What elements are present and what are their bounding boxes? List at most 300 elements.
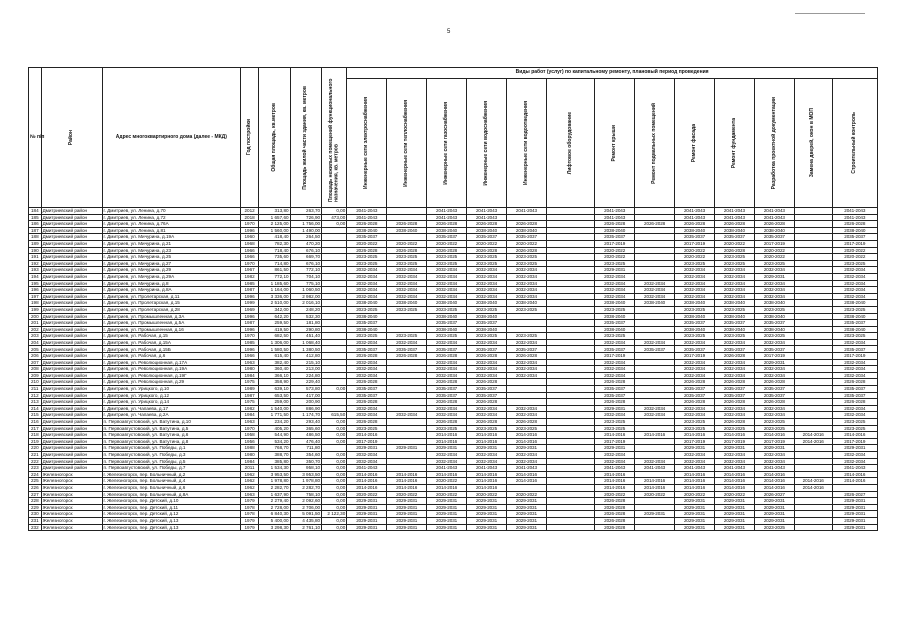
period-cell: 2032-2034	[675, 267, 715, 274]
period-cell: 2041-2043	[714, 465, 754, 472]
address-cell: г. Дмитриев, ул. Революционная, д.19А	[102, 366, 241, 373]
period-cell	[635, 234, 675, 241]
district-cell: Дмитриевский район	[41, 438, 102, 445]
period-cell	[387, 372, 427, 379]
area-cell: 213,00	[290, 366, 322, 373]
year-cell: 1996	[241, 293, 259, 300]
table-row	[29, 300, 878, 307]
address-cell: г. Дмитриев, ул. Чапаева, д.2А	[102, 412, 241, 419]
address-cell: п. Первоавгустовский, ул. Победы, д.1	[102, 445, 241, 452]
period-cell: 2032-2034	[506, 405, 546, 412]
period-cell: 2017-2019	[675, 353, 715, 360]
period-cell: 2020-2022	[506, 491, 546, 498]
period-cell	[546, 504, 594, 511]
period-cell	[387, 320, 427, 327]
period-cell: 2023-2025	[714, 254, 754, 261]
period-cell: 2032-2034	[832, 293, 877, 300]
district-cell: Дмитриевский район	[41, 405, 102, 412]
period-cell	[635, 498, 675, 505]
year-cell: 1975	[241, 379, 259, 386]
district-cell: Железногорск	[41, 511, 102, 518]
period-cell: 2032-2034	[427, 287, 467, 294]
area-cell	[322, 359, 347, 366]
period-cell: 2038-2040	[467, 326, 507, 333]
period-cell: 2032-2034	[675, 366, 715, 373]
area-cell: 772,10	[290, 267, 322, 274]
period-cell: 2035-2037	[675, 320, 715, 327]
table-row	[29, 412, 878, 419]
period-cell: 2029-2031	[387, 511, 427, 518]
period-cell: 2032-2034	[427, 412, 467, 419]
period-cell: 2032-2034	[754, 366, 794, 373]
period-cell: 2041-2043	[427, 465, 467, 472]
period-cell: 2029-2031	[387, 498, 427, 505]
period-cell: 2020-2022	[427, 491, 467, 498]
col-header-work-2: Инженерные сети теплоснабжения	[387, 79, 427, 208]
period-cell	[794, 458, 832, 465]
address-cell: г. Дмитриев, ул. Мичурина, д.25	[102, 254, 241, 261]
area-cell: 1 068,40	[290, 339, 322, 346]
period-cell: 2032-2034	[714, 451, 754, 458]
period-cell: 2014-2016	[675, 471, 715, 478]
period-cell: 2038-2040	[832, 300, 877, 307]
area-cell: 4 435,80	[290, 517, 322, 524]
period-cell: 2026-2028	[595, 524, 635, 531]
address-cell: г. Дмитриев, ул. Революционная, д.29	[102, 379, 241, 386]
period-cell: 2035-2037	[714, 234, 754, 241]
period-cell: 2041-2043	[754, 214, 794, 221]
period-cell: 2020-2022	[506, 240, 546, 247]
period-cell: 2014-2016	[754, 471, 794, 478]
year-cell: 1963	[241, 359, 259, 366]
area-cell	[322, 247, 347, 254]
period-cell	[506, 386, 546, 393]
period-cell: 2032-2034	[635, 405, 675, 412]
period-cell: 2026-2028	[427, 399, 467, 406]
period-cell: 2032-2034	[714, 339, 754, 346]
row-number-cell: 232	[29, 524, 42, 531]
period-cell: 2038-2040	[832, 326, 877, 333]
table-row	[29, 517, 878, 524]
period-cell: 2032-2034	[347, 280, 387, 287]
district-cell: Дмитриевский район	[41, 346, 102, 353]
period-cell: 2032-2034	[635, 458, 675, 465]
area-cell: 0,00	[322, 438, 347, 445]
year-cell: 1975	[241, 399, 259, 406]
area-cell: 2 282,70	[290, 484, 322, 491]
period-cell: 2032-2034	[832, 273, 877, 280]
period-cell: 2032-2034	[714, 405, 754, 412]
district-cell: Дмитриевский район	[41, 379, 102, 386]
period-cell: 2041-2043	[675, 208, 715, 215]
period-cell: 2032-2034	[675, 280, 715, 287]
period-cell	[635, 313, 675, 320]
period-cell	[546, 438, 594, 445]
area-cell: 1 306,00	[259, 339, 291, 346]
table-row	[29, 392, 878, 399]
table-row	[29, 306, 878, 313]
area-cell: 5 091,50	[290, 511, 322, 518]
period-cell	[387, 419, 427, 426]
area-cell	[322, 267, 347, 274]
table-row	[29, 425, 878, 432]
period-cell: 2032-2034	[387, 293, 427, 300]
period-cell: 2035-2037	[595, 234, 635, 241]
period-cell	[635, 392, 675, 399]
period-cell: 2029-2031	[635, 511, 675, 518]
area-cell	[322, 339, 347, 346]
period-cell: 2020-2022	[467, 491, 507, 498]
area-cell: 639,10	[259, 386, 291, 393]
period-cell: 2029-2031	[347, 504, 387, 511]
period-cell: 2029-2031	[506, 445, 546, 452]
period-cell: 2017-2019	[595, 353, 635, 360]
address-cell: г. Дмитриев, ул. Ленина, д.76А	[102, 221, 241, 228]
row-number-cell: 191	[29, 254, 42, 261]
period-cell: 2032-2034	[675, 293, 715, 300]
address-cell: г. Дмитриев, ул. Рабочая, д.15А	[102, 339, 241, 346]
header-row-1	[29, 68, 878, 79]
row-number-cell: 200	[29, 313, 42, 320]
period-cell: 2014-2016	[714, 478, 754, 485]
period-cell: 2023-2025	[427, 425, 467, 432]
period-cell: 2032-2034	[427, 366, 467, 373]
year-cell: 2011	[241, 465, 259, 472]
period-cell: 2032-2034	[832, 458, 877, 465]
area-cell: 532,30	[290, 313, 322, 320]
period-cell: 2023-2025	[467, 260, 507, 267]
period-cell: 2035-2037	[427, 386, 467, 393]
district-cell: Дмитриевский район	[41, 260, 102, 267]
period-cell: 2032-2034	[506, 412, 546, 419]
period-cell: 2029-2031	[467, 511, 507, 518]
district-cell: Железногорск	[41, 484, 102, 491]
period-cell: 2029-2031	[714, 524, 754, 531]
area-cell: 342,00	[259, 306, 291, 313]
period-cell: 2032-2034	[832, 372, 877, 379]
area-cell	[322, 293, 347, 300]
period-cell: 2014-2016	[595, 478, 635, 485]
area-cell	[322, 280, 347, 287]
row-number-cell: 205	[29, 346, 42, 353]
period-cell: 2023-2025	[506, 260, 546, 267]
address-cell: п. Первоавгустовский, ул. Победы, д.5	[102, 458, 241, 465]
period-cell: 2020-2022	[754, 247, 794, 254]
period-cell: 2032-2034	[675, 458, 715, 465]
row-number-cell: 206	[29, 353, 42, 360]
period-cell: 2029-2031	[675, 524, 715, 531]
table-row	[29, 458, 878, 465]
table-row	[29, 445, 878, 452]
area-cell	[322, 234, 347, 241]
period-cell: 2038-2040	[754, 227, 794, 234]
year-cell: 1963	[241, 419, 259, 426]
period-cell: 2032-2034	[467, 405, 507, 412]
area-cell: 0,00	[322, 478, 347, 485]
period-cell: 2038-2040	[427, 300, 467, 307]
period-cell	[546, 240, 594, 247]
district-cell: Дмитриевский район	[41, 359, 102, 366]
period-cell: 2032-2034	[347, 451, 387, 458]
period-cell	[387, 359, 427, 366]
period-cell: 2026-2027	[832, 491, 877, 498]
period-cell: 2041-2043	[506, 465, 546, 472]
period-cell: 2014-2016	[714, 471, 754, 478]
period-cell	[387, 313, 427, 320]
period-cell: 2032-2034	[467, 372, 507, 379]
period-cell: 2029-2031	[832, 498, 877, 505]
period-cell	[794, 260, 832, 267]
col-header-work-4: Инженерные сети водоснабжения	[467, 79, 507, 208]
period-cell: 2032-2034	[754, 458, 794, 465]
period-cell: 2014-2016	[754, 432, 794, 439]
period-cell: 2041-2043	[467, 214, 507, 221]
period-cell: 2029-2031	[467, 445, 507, 452]
period-cell	[546, 399, 594, 406]
area-cell	[322, 346, 347, 353]
period-cell: 2023-2025	[714, 425, 754, 432]
area-cell: 6 840,30	[259, 511, 291, 518]
period-cell: 2029-2031	[832, 511, 877, 518]
period-cell: 2023-2025	[347, 333, 387, 340]
area-cell: 3 953,50	[290, 471, 322, 478]
period-cell: 2035-2037	[754, 386, 794, 393]
row-number-cell: 184	[29, 208, 42, 215]
district-cell: Дмитриевский район	[41, 458, 102, 465]
area-cell: 419,50	[259, 326, 291, 333]
period-cell: 2032-2034	[595, 339, 635, 346]
period-cell: 2029-2031	[467, 498, 507, 505]
period-cell: 2026-2028	[714, 379, 754, 386]
table-row	[29, 478, 878, 485]
period-cell: 2029-2031	[595, 405, 635, 412]
period-cell: 2026-2028	[347, 399, 387, 406]
area-cell: 5 400,00	[259, 517, 291, 524]
period-cell: 2017-2019	[754, 353, 794, 360]
year-cell: 1969	[241, 306, 259, 313]
period-cell: 2014-2016	[427, 432, 467, 439]
period-cell	[794, 333, 832, 340]
period-cell: 2032-2034	[675, 359, 715, 366]
area-cell: 412,80	[290, 353, 322, 360]
period-cell	[546, 326, 594, 333]
period-cell: 2029-2031	[347, 524, 387, 531]
period-cell: 2023-2025	[832, 306, 877, 313]
year-cell: 1987	[241, 392, 259, 399]
top-rule	[795, 13, 865, 14]
period-cell: 2035-2037	[467, 320, 507, 327]
period-cell: 2032-2034	[714, 280, 754, 287]
period-cell: 2029-2031	[832, 524, 877, 531]
row-number-cell: 216	[29, 419, 42, 426]
period-cell: 2029-2031	[595, 445, 635, 452]
address-cell: г. Дмитриев, ул. Революционная, д.17А	[102, 359, 241, 366]
area-cell: 470,20	[290, 240, 322, 247]
period-cell: 2014-2016	[832, 471, 877, 478]
period-cell: 2035-2037	[832, 320, 877, 327]
period-cell: 2041-2043	[595, 465, 635, 472]
period-cell: 2038-2040	[595, 313, 635, 320]
period-cell	[546, 405, 594, 412]
col-header-total-area: Общая площадь, кв.метров	[259, 68, 291, 208]
period-cell	[794, 346, 832, 353]
period-cell: 2035-2037	[427, 320, 467, 327]
table-row	[29, 498, 878, 505]
period-cell: 2032-2034	[754, 267, 794, 274]
period-cell: 2026-2028	[427, 379, 467, 386]
period-cell	[794, 254, 832, 261]
period-cell: 2032-2034	[832, 412, 877, 419]
period-cell: 2014-2016	[595, 484, 635, 491]
period-cell	[794, 214, 832, 221]
row-number-cell: 230	[29, 511, 42, 518]
period-cell: 2035-2037	[427, 234, 467, 241]
area-cell: 0,00	[322, 425, 347, 432]
year-cell: 1988	[241, 445, 259, 452]
period-cell: 2032-2034	[754, 293, 794, 300]
period-cell	[794, 491, 832, 498]
period-cell	[635, 326, 675, 333]
period-cell	[387, 451, 427, 458]
period-cell	[794, 524, 832, 531]
period-cell: 2026-2028	[467, 399, 507, 406]
area-cell: 2 016,10	[290, 300, 322, 307]
period-cell: 2032-2034	[832, 280, 877, 287]
period-cell: 2038-2040	[675, 326, 715, 333]
period-cell	[635, 227, 675, 234]
period-cell: 2014-2016	[675, 484, 715, 491]
period-cell: 2041-2043	[427, 214, 467, 221]
year-cell: 1968	[241, 240, 259, 247]
table-row	[29, 484, 878, 491]
period-cell: 2035-2037	[714, 386, 754, 393]
period-cell: 2026-2028	[347, 221, 387, 228]
period-cell: 2017-2019	[675, 438, 715, 445]
area-cell: 451,40	[290, 333, 322, 340]
period-cell: 2026-2028	[832, 399, 877, 406]
period-cell: 2023-2025	[467, 425, 507, 432]
period-cell: 2020-2022	[714, 240, 754, 247]
table-row	[29, 234, 878, 241]
area-cell: 573,80	[290, 386, 322, 393]
area-cell: 365,60	[290, 425, 322, 432]
table-row	[29, 511, 878, 518]
period-cell: 2020-2022	[595, 254, 635, 261]
table-row	[29, 313, 878, 320]
period-cell: 2017-2019	[714, 438, 754, 445]
period-cell: 2032-2034	[427, 372, 467, 379]
table-row	[29, 399, 878, 406]
district-cell: Дмитриевский район	[41, 240, 102, 247]
period-cell: 2032-2034	[635, 293, 675, 300]
period-cell: 2026-2028	[675, 399, 715, 406]
area-cell: 726,90	[290, 214, 322, 221]
period-cell	[794, 386, 832, 393]
area-cell: 704,10	[290, 273, 322, 280]
period-cell: 2023-2025	[347, 254, 387, 261]
period-cell	[387, 326, 427, 333]
period-cell	[387, 234, 427, 241]
period-cell: 2032-2034	[754, 405, 794, 412]
area-cell: 2 092,60	[290, 498, 322, 505]
period-cell: 2023-2025	[467, 333, 507, 340]
table-row	[29, 326, 878, 333]
row-number-cell: 228	[29, 498, 42, 505]
table-row	[29, 267, 878, 274]
row-number-cell: 217	[29, 425, 42, 432]
period-cell: 2023-2025	[347, 260, 387, 267]
period-cell: 2032-2034	[675, 287, 715, 294]
area-cell: 476,40	[290, 438, 322, 445]
period-cell	[546, 339, 594, 346]
period-cell	[546, 214, 594, 221]
period-cell: 2041-2043	[347, 214, 387, 221]
period-cell: 2032-2034	[427, 451, 467, 458]
address-cell: г. Дмитриев, ул. Мичурина, д.23	[102, 247, 241, 254]
period-cell: 2029-2031	[427, 524, 467, 531]
period-cell: 2029-2031	[675, 445, 715, 452]
period-cell: 2035-2037	[675, 346, 715, 353]
period-cell: 2032-2034	[832, 451, 877, 458]
period-cell: 2029-2031	[675, 498, 715, 505]
period-cell	[546, 517, 594, 524]
period-cell	[635, 333, 675, 340]
period-cell: 2029-2031	[675, 517, 715, 524]
table-row	[29, 359, 878, 366]
period-cell: 2029-2031	[754, 511, 794, 518]
period-cell: 2026-2028	[754, 399, 794, 406]
period-cell: 2014-2016	[427, 484, 467, 491]
period-cell: 2041-2043	[832, 214, 877, 221]
period-cell: 2032-2034	[675, 405, 715, 412]
period-cell: 2032-2034	[714, 366, 754, 373]
area-cell: 0,00	[322, 471, 347, 478]
period-cell	[794, 326, 832, 333]
table-row	[29, 405, 878, 412]
area-cell: 0,00	[322, 221, 347, 228]
row-number-cell: 220	[29, 445, 42, 452]
period-cell: 2026-2028	[347, 353, 387, 360]
period-cell	[546, 498, 594, 505]
period-cell: 2014-2016	[506, 478, 546, 485]
period-cell: 2035-2037	[675, 234, 715, 241]
row-number-cell: 218	[29, 432, 42, 439]
period-cell: 2020-2022	[714, 491, 754, 498]
period-cell	[546, 221, 594, 228]
period-cell	[546, 484, 594, 491]
period-cell: 2029-2031	[714, 517, 754, 524]
period-cell: 2023-2025	[427, 306, 467, 313]
col-header-address: Адрес многоквартирного дома (далее - МКД)	[102, 68, 241, 208]
col-header-work-6: Лифтовое оборудование	[546, 79, 594, 208]
year-cell: 1980	[241, 366, 259, 373]
district-cell: Дмитриевский район	[41, 392, 102, 399]
area-cell	[322, 306, 347, 313]
period-cell	[635, 240, 675, 247]
period-cell: 2038-2040	[506, 300, 546, 307]
area-cell: 2 282,70	[259, 484, 291, 491]
period-cell	[794, 359, 832, 366]
period-cell: 2032-2034	[506, 293, 546, 300]
period-cell: 2026-2028	[714, 221, 754, 228]
area-cell: 758,10	[290, 491, 322, 498]
period-cell: 2035-2037	[832, 346, 877, 353]
period-cell: 2029-2031	[832, 504, 877, 511]
address-cell: г. Дмитриев, ул. Мичурина, д.27	[102, 260, 241, 267]
district-cell: Дмитриевский район	[41, 234, 102, 241]
period-cell: 2032-2034	[595, 458, 635, 465]
period-cell: 2026-2028	[467, 419, 507, 426]
